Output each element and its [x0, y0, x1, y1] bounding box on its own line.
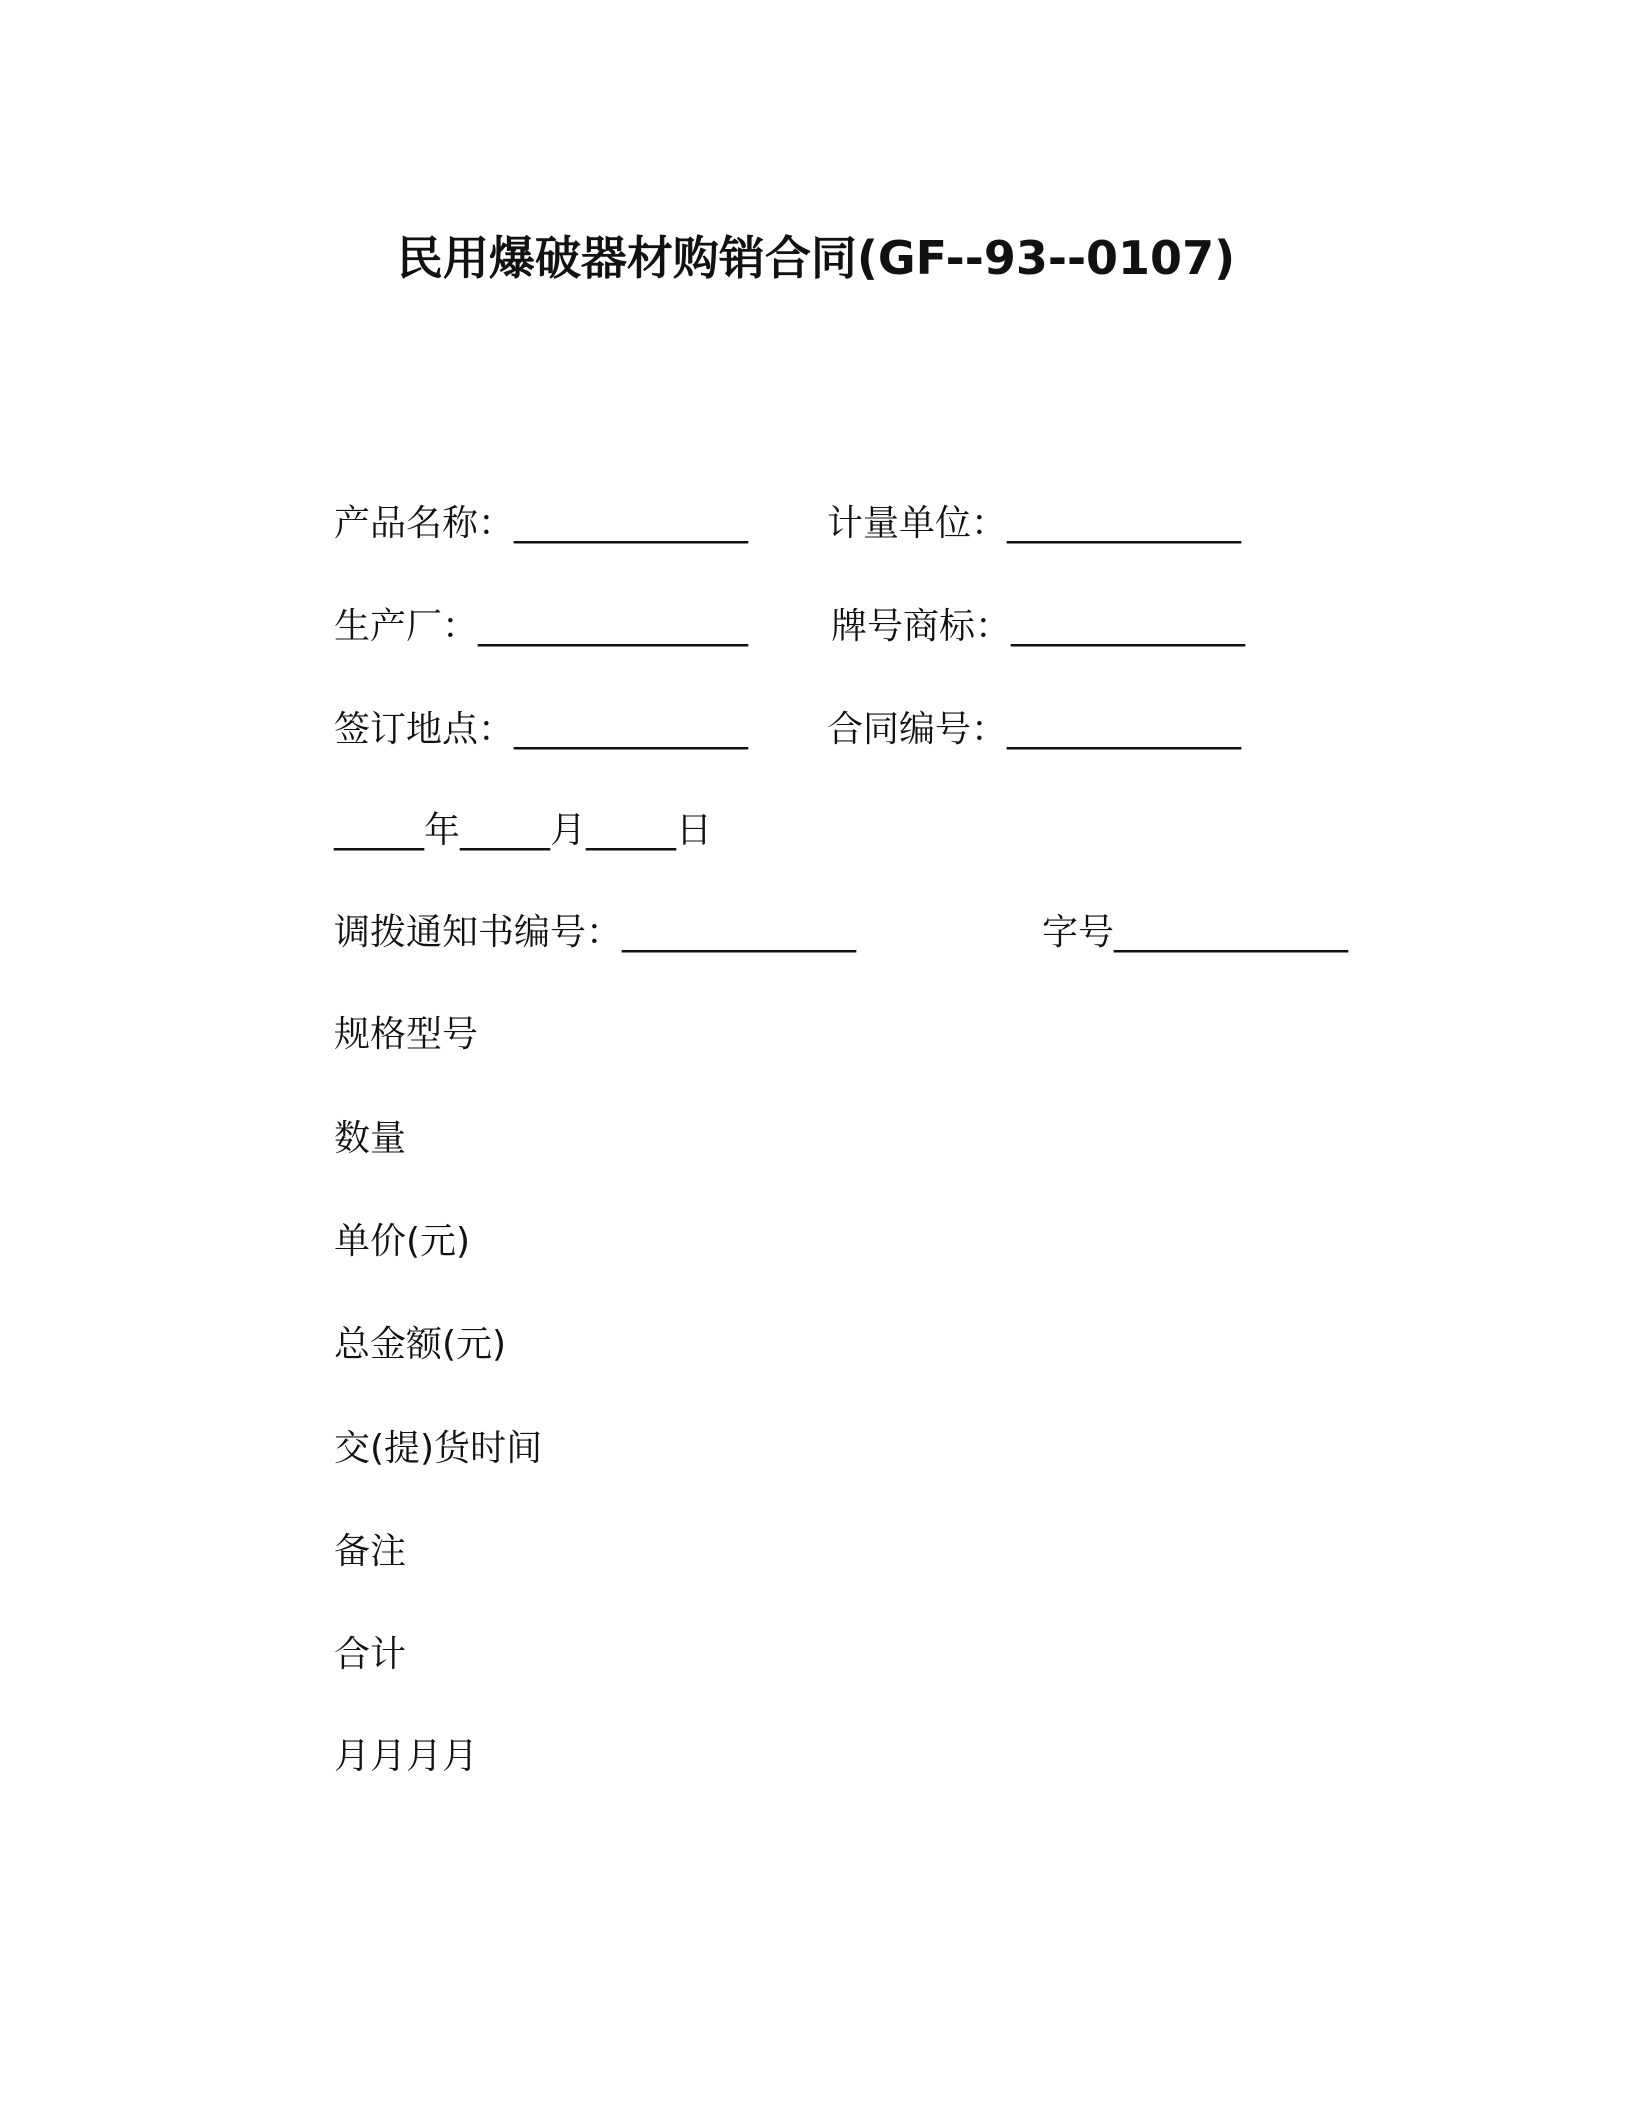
- item-delivery-time: 交(提)货时间: [334, 1428, 543, 1469]
- item-quantity: 数量: [334, 1118, 407, 1159]
- item-remarks: 备注: [334, 1531, 407, 1572]
- allocation-no-field: 调拨通知书编号：_____________: [334, 912, 857, 953]
- date-field: _____年_____月_____日: [334, 810, 712, 851]
- unit-field: 计量单位：_____________: [827, 503, 1242, 544]
- item-unit-price: 单价(元): [334, 1221, 471, 1262]
- product-name-field: 产品名称：_____________: [334, 503, 749, 544]
- item-months: 月月月月: [334, 1736, 479, 1777]
- sign-place-field: 签订地点：_____________: [334, 709, 749, 750]
- contract-no-field: 合同编号：_____________: [827, 709, 1242, 750]
- manufacturer-field: 生产厂：_______________: [334, 606, 749, 647]
- item-spec: 规格型号: [334, 1014, 479, 1055]
- word-no-field: 字号_____________: [1042, 912, 1349, 953]
- brand-field: 牌号商标：_____________: [831, 606, 1246, 647]
- item-total: 合计: [334, 1634, 407, 1675]
- page-title: 民用爆破器材购销合同(GF--93--0107): [396, 231, 1236, 285]
- item-total-amount: 总金额(元): [334, 1324, 507, 1365]
